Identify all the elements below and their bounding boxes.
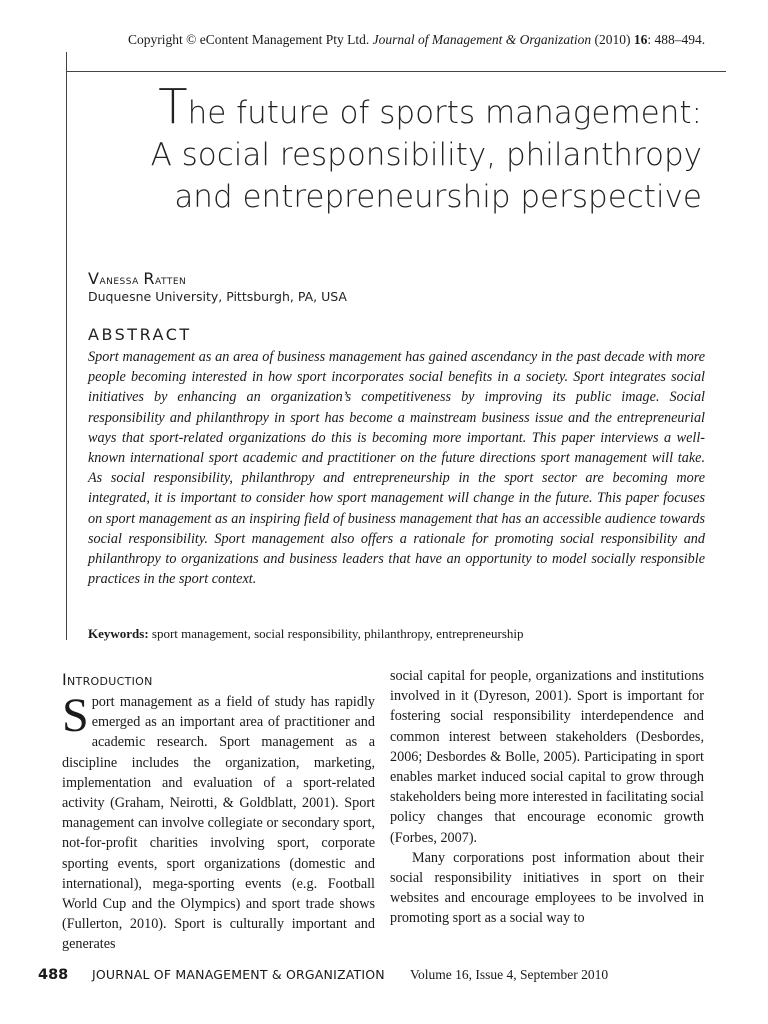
page-number: 488 [38, 967, 69, 983]
intro-paragraph-1 [62, 689, 375, 955]
abstract-heading: ABSTRACT [88, 325, 192, 344]
title-line-3: and entrepreneurship perspective [174, 179, 702, 215]
title-line-2: A social responsibility, philanthropy [150, 137, 702, 173]
footer-journal: JOURNAL OF MANAGEMENT & ORGANIZATION [92, 967, 385, 982]
journal-pages: : 488–494. [647, 32, 706, 47]
title-dropcap: T [158, 79, 188, 135]
intro-right-paragraph-2: Many corporations post information about their social responsibility initiatives in sport on their websites and encourage employees to be involved in promoting sport as a social way to [390, 849, 704, 927]
introduction-heading: Introduction [62, 670, 153, 689]
keywords-text: sport management, social responsibility, philanthropy, entrepreneurship [151, 626, 524, 641]
author-first-rest: anessa [99, 273, 139, 288]
author-affiliation: Duquesne University, Pittsburgh, PA, USA [88, 289, 347, 304]
author-last-rest: atten [155, 273, 187, 288]
left-column [62, 689, 375, 955]
intro-dropcap: S [62, 689, 89, 742]
abstract-text: Sport management as an area of business management has gained ascendancy in the past decade with more people becoming interested in how sport incorporates social benefits in a society. Sport integrates social initiatives by enhancing an organization’s competitiveness by improving its public image. Social responsibility and philanthropy in sport has become a mainstream business issue and the entrepreneurial ways that sport-related organizations do this is becoming more important. This paper interviews a well-known international sport academic and practitioner on the future directions sport management will take. As social responsibility, philanthropy and entrepreneurship in the sport sector are becoming more integrated, it is important to consider how sport management will change in the future. This paper focuses on sport management as an inspiring field of business management that has an accessible audience towards social responsibility. Sport management also offers a rationale for promoting social responsibility and philanthropy to organizations and business leaders that have an opportunity to model socially responsible practices in the sport context. [88, 349, 705, 588]
author-name [88, 269, 186, 288]
copyright-prefix: Copyright © eContent Management Pty Ltd. [128, 32, 370, 47]
keywords-line [88, 626, 705, 642]
journal-name: Journal of Management & Organization [372, 32, 592, 47]
footer-issue: Volume 16, Issue 4, September 2010 [410, 967, 609, 982]
article-title [62, 79, 702, 218]
title-line-1-text: he future of sports management: [187, 95, 702, 131]
header-rule [66, 71, 726, 72]
journal-volume: 16 [633, 32, 648, 47]
right-column [390, 666, 704, 929]
intro-left-text: port management as a field of study has rapidly emerged as an important area of practitioner and academic research. Sport management as a discipline includes the organization, marketing, implementation and evaluation of a sport-related activity (Graham, Neirotti, & Goldblatt, 2001). Sport management can involve collegiate or secondary sport, not-for-profit charities involving sport, corporate sporting events, sport organizations (domestic and international), mega-sporting events (e.g. Football World Cup and the Olympics) and sport trade shows (Fullerton, 2010). Sport is culturally important and generates [62, 694, 375, 953]
copyright-line [128, 32, 728, 48]
title-line-1 [62, 79, 702, 135]
journal-year: (2010) [594, 32, 631, 47]
author-first-initial: V [88, 269, 100, 288]
author-last-initial: R [143, 269, 156, 288]
intro-right-paragraph-1: social capital for people, organizations and institutions involved in it (Dyreson, 2001). Sport is important for fostering social responsibility interdependence and common interest between stakeholders (Desbordes, 2006; Desbordes & Bolle, 2005). Participating in sport enables market induced social capital to grow through stakeholders being more interested in facilitating social policy changes that encourage economic growth (Forbes, 2007). [390, 668, 704, 846]
keywords-label: Keywords: [88, 626, 149, 641]
